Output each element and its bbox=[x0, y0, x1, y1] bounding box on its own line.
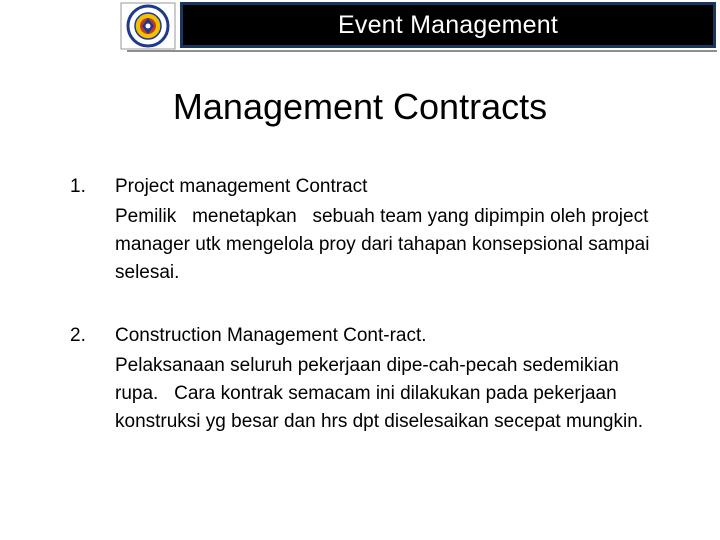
item-number: 1. bbox=[70, 176, 86, 197]
header-bar bbox=[180, 2, 716, 48]
contract-list bbox=[70, 172, 670, 470]
slide-title: Management Contracts bbox=[172, 86, 548, 127]
header-divider bbox=[127, 50, 717, 52]
item-heading: Construction Management Cont-ract. bbox=[115, 325, 427, 346]
item-body: Pemilik menetapkan sebuah team yang dipimpin oleh project manager utk mengelola proy dari tahapan konsepsional sampai selesai. bbox=[115, 206, 655, 283]
item-body: Pelaksanaan seluruh pekerjaan dipe-cah-pecah sedemikian rupa. Cara kontrak semacam ini dilakukan pada pekerjaan konstruksi yg besar dan hrs dpt diselesaikan secepat mungkin. bbox=[115, 355, 644, 432]
list-item bbox=[70, 321, 670, 436]
header-title: Event Management bbox=[338, 10, 558, 39]
university-crest-icon bbox=[120, 2, 176, 50]
list-item bbox=[70, 172, 670, 287]
item-number: 2. bbox=[70, 325, 86, 346]
item-heading: Project management Contract bbox=[115, 176, 368, 197]
